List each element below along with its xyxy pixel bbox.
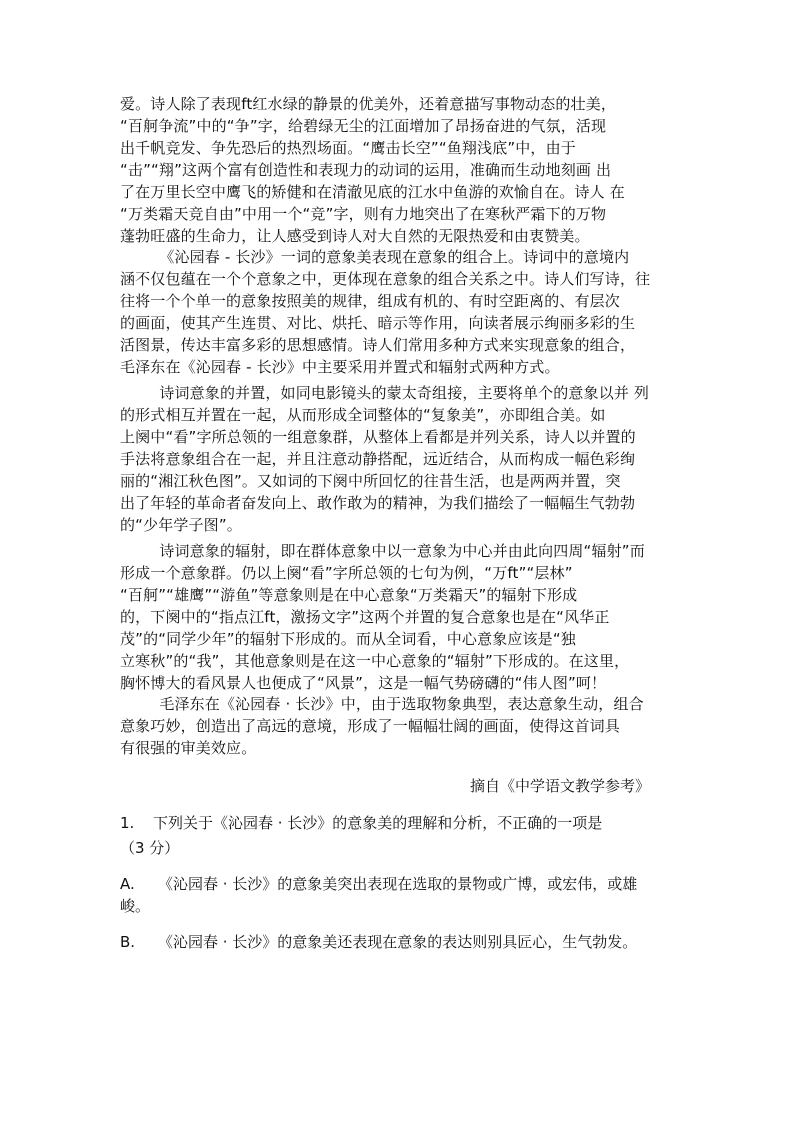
text-line: 诗词意象的辐射，即在群体意象中以一意象为中心并由此向四周“辐射”而 [120, 542, 645, 560]
question-number: 1. [120, 814, 135, 832]
text-line: 茂”的“同学少年”的辐射下形成的。而从全词看，中心意象应该是“独 [120, 630, 576, 648]
text-line: 《沁园春 - 长沙》一词的意象美表现在意象的组合上。诗词中的意境内 [120, 248, 630, 266]
text-line: 出千帆竞发、争先恐后的热烈场面。“鹰击长空”“鱼翔浅底”中，由于 [120, 139, 576, 157]
question-stem: 下列关于《沁园春 · 长沙》的意象美的理解和分析，不正确的一项是 [153, 814, 603, 832]
text-line: 的画面，使其产生连贯、对比、烘托、暗示等作用，向读者展示绚丽多彩的生 [120, 314, 636, 332]
option-letter: B. [120, 933, 136, 951]
source-attribution: 摘自《中学语文教学参考》 [470, 777, 651, 795]
option-text-continued: 峻。 [120, 897, 151, 915]
option-text: 《沁园春 · 长沙》的意象美突出表现在选取的景物或广博，或宏伟，或雄 [158, 875, 638, 893]
text-line: 的，下阕中的“指点江ft，激扬文字”这两个并置的复合意象也是在“风华正 [120, 608, 610, 626]
text-line: 手法将意象组合在一起，并且注意动静搭配，远近结合，从而构成一幅色彩绚 [120, 450, 636, 468]
text-line: “万类霜天竞自由”中用一个“竞”字，则有力地突出了在寒秋严霜下的万物 [120, 205, 607, 223]
text-line: 往将一个个单一的意象按照美的规律，组成有机的、有时空距离的、有层次 [120, 292, 620, 310]
text-line: 上阕中“看”字所总领的一组意象群，从整体上看都是并列关系，诗人以并置的 [120, 428, 636, 446]
text-line: 意象巧妙，创造出了高远的意境，形成了一幅幅壮阔的画面，使得这首词具 [120, 717, 620, 735]
text-line: 立寒秋”的“我”，其他意象则是在这一中心意象的“辐射”下形成的。在这里， [120, 652, 630, 670]
option-text: 《沁园春 · 长沙》的意象美还表现在意象的表达则别具匠心，生气勃发。 [158, 933, 638, 951]
text-line: 出了年轻的革命者奋发向上、敢作敢为的精神，为我们描绘了一幅幅生气勃勃 [120, 494, 636, 512]
text-line: 的“少年学子图”。 [120, 516, 242, 534]
text-line: 有很强的审美效应。 [120, 739, 257, 757]
text-line: “击”“翔”这两个富有创造性和表现力的动词的运用，准确而生动地刻画 出 [120, 161, 612, 179]
text-line: 活图景，传达丰富多彩的思想感情。诗人们常用多种方式来实现意象的组合， [120, 336, 636, 354]
text-line: 诗词意象的并置，如同电影镜头的蒙太奇组接，主要将单个的意象以并 列 [120, 384, 650, 402]
text-line: 丽的“湘江秋色图”。又如词的下阕中所回忆的往昔生活，也是两两并置，突 [120, 472, 621, 490]
text-line: 形成一个意象群。仍以上阕“看”字所总领的七句为例，“万ft”“层林” [120, 564, 573, 582]
text-line: 爱。诗人除了表现ft红水绿的静景的优美外，还着意描写事物动态的壮美， [120, 95, 617, 113]
text-line: 蓬勃旺盛的生命力，让人感受到诗人对大自然的无限热爱和由衷赞美。 [120, 227, 590, 245]
text-line: 毛泽东在《沁园春 · 长沙》中，由于选取物象典型，表达意象生动，组合 [120, 695, 644, 713]
text-line: 了在万里长空中鹰飞的矫健和在清澈见底的江水中鱼游的欢愉自在。诗人 在 [120, 183, 625, 201]
text-line: 胸怀博大的看风景人也便成了“风景”，这是一幅气势磅礴的“伟人图”呵！ [120, 674, 607, 692]
text-line: “百舸争流”中的“争”字，给碧绿无尘的江面增加了昂扬奋进的气氛，活现 [120, 117, 607, 135]
text-line: 的形式相互并置在一起，从而形成全词整体的“复象美”，亦即组合美。如 [120, 406, 606, 424]
text-line: 毛泽东在《沁园春 - 长沙》中主要采用并置式和辐射式两种方式。 [120, 358, 560, 376]
text-line: “百舸”“雄鹰”“游鱼”等意象则是在中心意象“万类霜天”的辐射下形成 [120, 586, 578, 604]
text-line: 涵不仅包蕴在一个个意象之中，更体现在意象的组合关系之中。诗人们写诗，往 [120, 270, 651, 288]
question-points: （3 分） [120, 839, 180, 857]
option-letter: A. [120, 875, 135, 893]
